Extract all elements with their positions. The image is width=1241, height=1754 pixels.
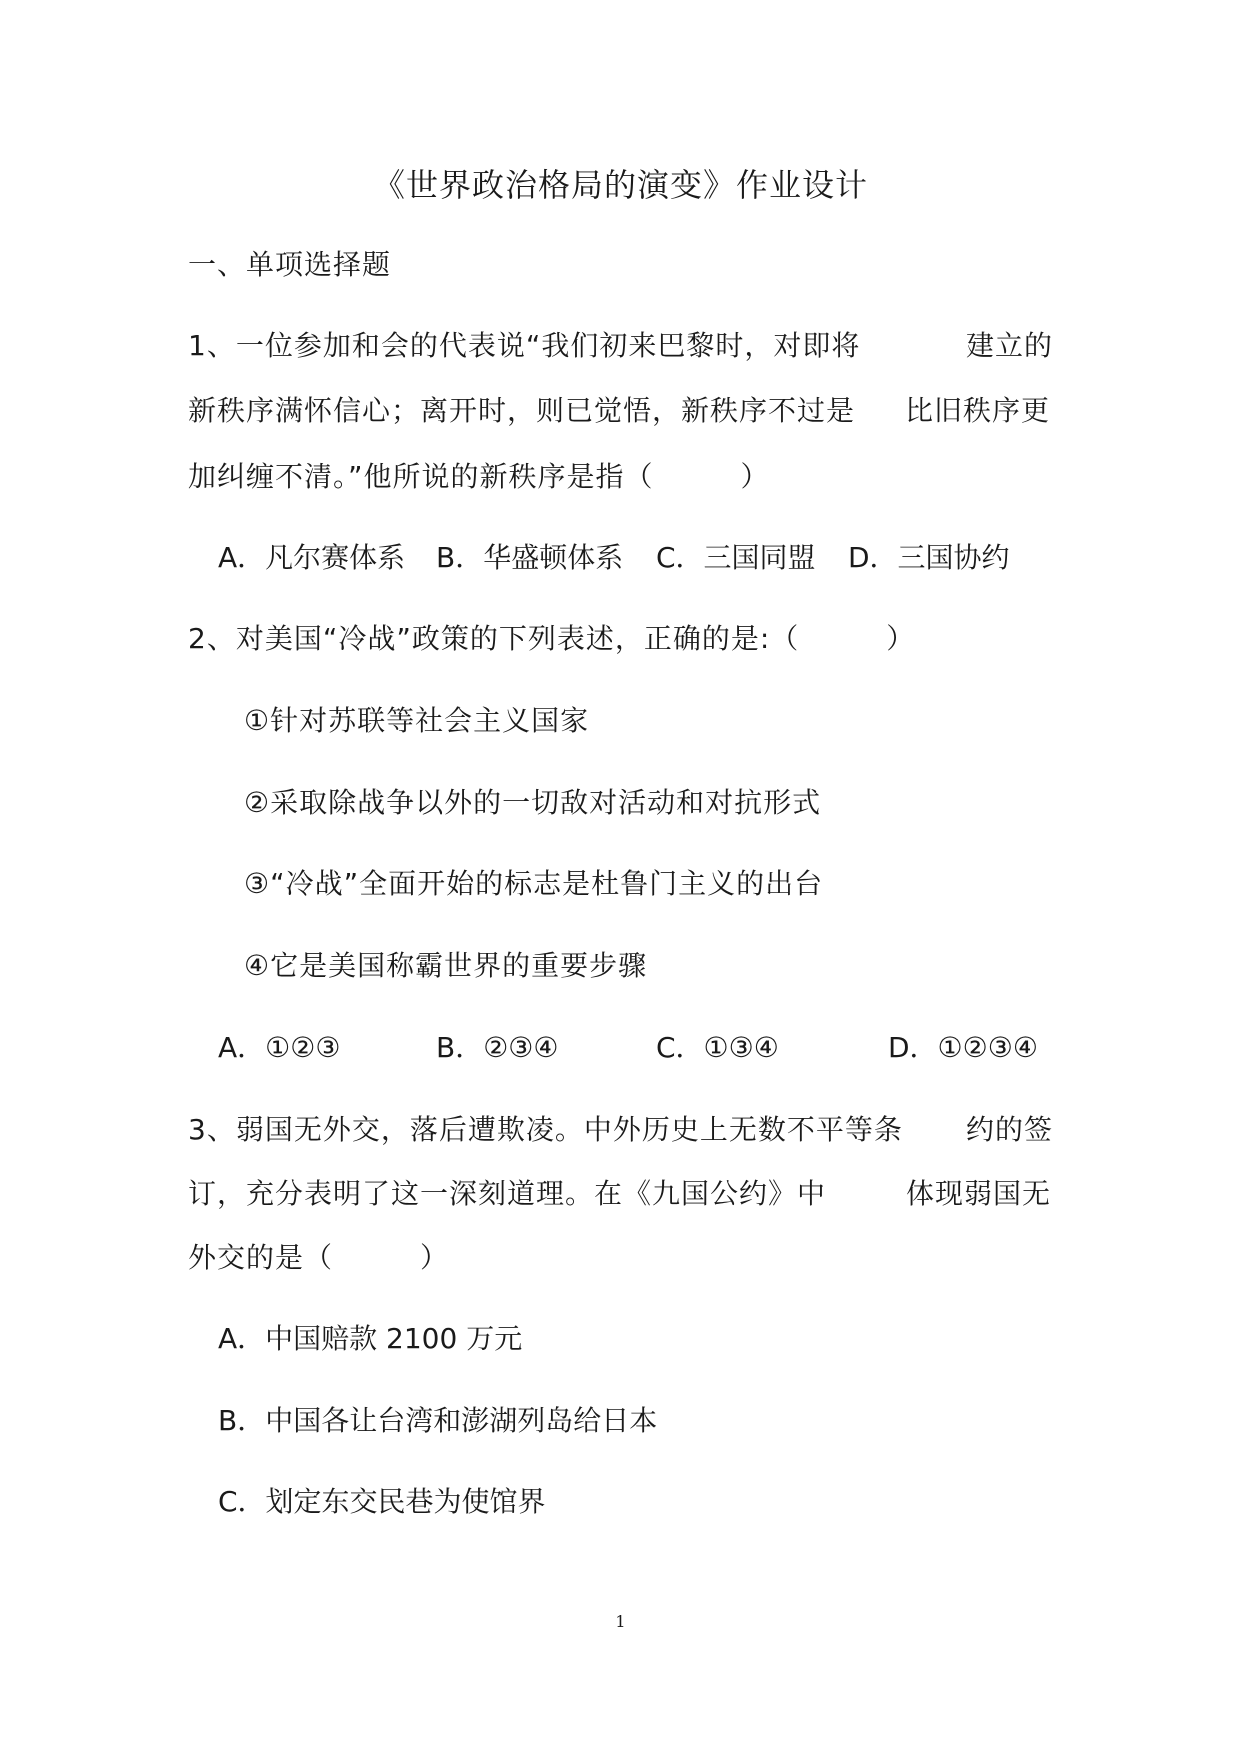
q2-item-4: ④它是美国称霸世界的重要步骤 bbox=[244, 949, 648, 982]
q1-stem-line1: 1、一位参加和会的代表说“我们初来巴黎时，对即将 bbox=[188, 329, 861, 362]
q3-stem-line1: 3、弱国无外交，落后遭欺凌。中外历史上无数不平等条 bbox=[188, 1113, 903, 1146]
q2-option-b: B．②③④ bbox=[436, 1031, 559, 1064]
q3-stem-line1-end: 约的签 bbox=[966, 1113, 1054, 1146]
q3-option-c: C．划定东交民巷为使馆界 bbox=[218, 1485, 546, 1518]
q2-option-c: C．①③④ bbox=[656, 1031, 779, 1064]
page-number: 1 bbox=[615, 1612, 626, 1631]
q1-option-c: C．三国同盟 bbox=[656, 541, 816, 574]
q3-option-a: A．中国赔款 2100 万元 bbox=[218, 1322, 523, 1355]
q1-stem-line3: 加纠缠不清。”他所说的新秩序是指（ ） bbox=[188, 460, 770, 493]
q3-option-b: B．中国各让台湾和澎湖列岛给日本 bbox=[218, 1404, 658, 1437]
q1-stem-line2: 新秩序满怀信心；离开时，则已觉悟，新秩序不过是 bbox=[188, 394, 856, 427]
q1-stem-line2-end: 比旧秩序更 bbox=[905, 394, 1051, 427]
q2-option-a: A．①②③ bbox=[218, 1031, 341, 1064]
q1-option-a: A．凡尔赛体系 bbox=[218, 541, 406, 574]
q2-item-3: ③“冷战”全面开始的标志是杜鲁门主义的出台 bbox=[244, 867, 824, 900]
q3-stem-line3: 外交的是（ ） bbox=[188, 1241, 450, 1274]
q1-option-d: D．三国协约 bbox=[848, 541, 1010, 574]
q3-stem-line2: 订，充分表明了这一深刻道理。在《九国公约》中 bbox=[188, 1177, 827, 1210]
q1-option-b: B．华盛顿体系 bbox=[436, 541, 624, 574]
q3-stem-line2-end: 体现弱国无 bbox=[906, 1177, 1052, 1210]
section-heading: 一、单项选择题 bbox=[188, 248, 392, 281]
q2-option-d: D．①②③④ bbox=[888, 1031, 1038, 1064]
q2-item-1: ①针对苏联等社会主义国家 bbox=[244, 704, 590, 737]
q2-stem: 2、对美国“冷战”政策的下列表述，正确的是:（ ） bbox=[188, 622, 916, 655]
q1-stem-line1-end: 建立的 bbox=[966, 329, 1054, 362]
q2-item-2: ②采取除战争以外的一切敌对活动和对抗形式 bbox=[244, 786, 822, 819]
page-title: 《世界政治格局的演变》作业设计 bbox=[372, 166, 868, 204]
